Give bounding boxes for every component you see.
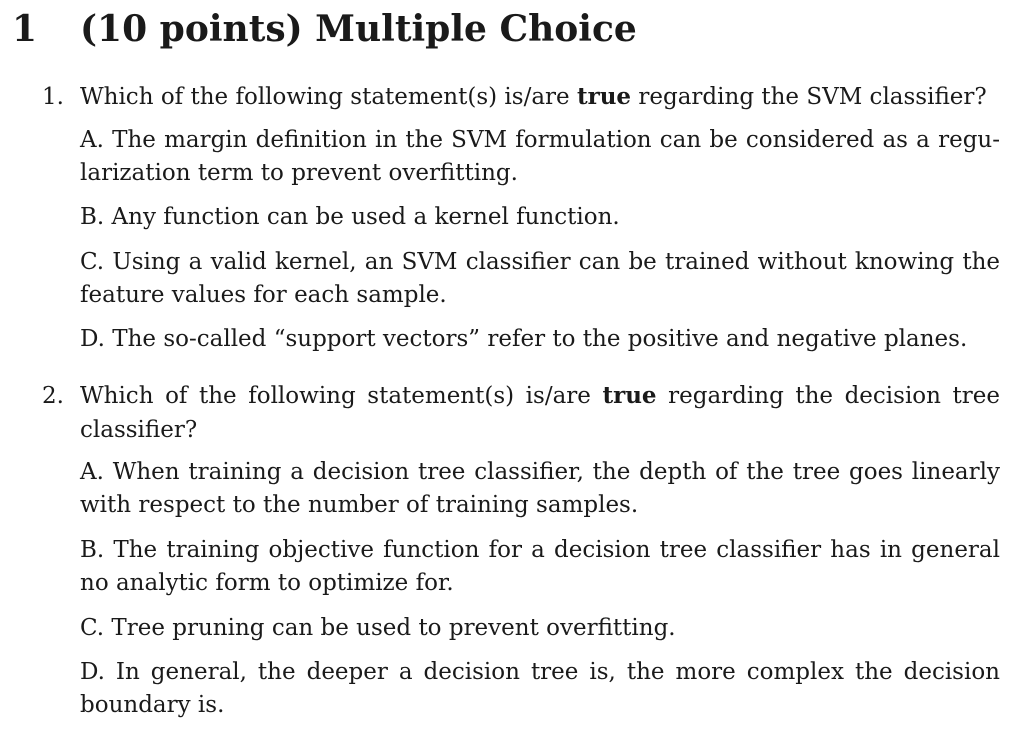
section-heading: [12, 8, 637, 51]
option-d: D. In general, the deeper a decision tree is, the more complex the decision boundary is.: [80, 659, 1000, 718]
section-number: 1: [12, 8, 38, 50]
question-text-emphasis: true: [576, 83, 632, 110]
question-text-end: regarding the decision tree classifier?: [80, 383, 1000, 443]
option-d: D. The so-called “support vectors” refer to the positive and negative planes.: [80, 326, 968, 352]
option-a: A. When training a decision tree classifier, the depth of the tree goes linearly with respect to the number of training samples.: [80, 459, 1000, 518]
question-text-start: Which of the following statement(s) is/are: [80, 84, 577, 110]
section-title: (10 points) Multiple Choice: [80, 8, 637, 50]
question-text-end: regarding the SVM classifier?: [631, 84, 987, 110]
question-number: 2.: [42, 383, 64, 409]
option-a: A. The margin definition in the SVM formulation can be considered as a regu-larization term to prevent overfitting.: [80, 127, 1000, 186]
option-c: C. Tree pruning can be used to prevent overfitting.: [80, 615, 676, 641]
question-text-emphasis: true: [602, 382, 657, 409]
question-text-start: Which of the following statement(s) is/are: [80, 383, 603, 409]
question-number: 1.: [42, 84, 64, 110]
option-b: B. Any function can be used a kernel function.: [80, 204, 620, 230]
option-c: C. Using a valid kernel, an SVM classifier can be trained without knowing the feature values for each sample.: [80, 249, 1000, 308]
question-text: [80, 80, 1000, 114]
option-b: B. The training objective function for a decision tree classifier has in general no analytic form to optimize for.: [80, 537, 1000, 596]
question-text: [80, 379, 1000, 447]
